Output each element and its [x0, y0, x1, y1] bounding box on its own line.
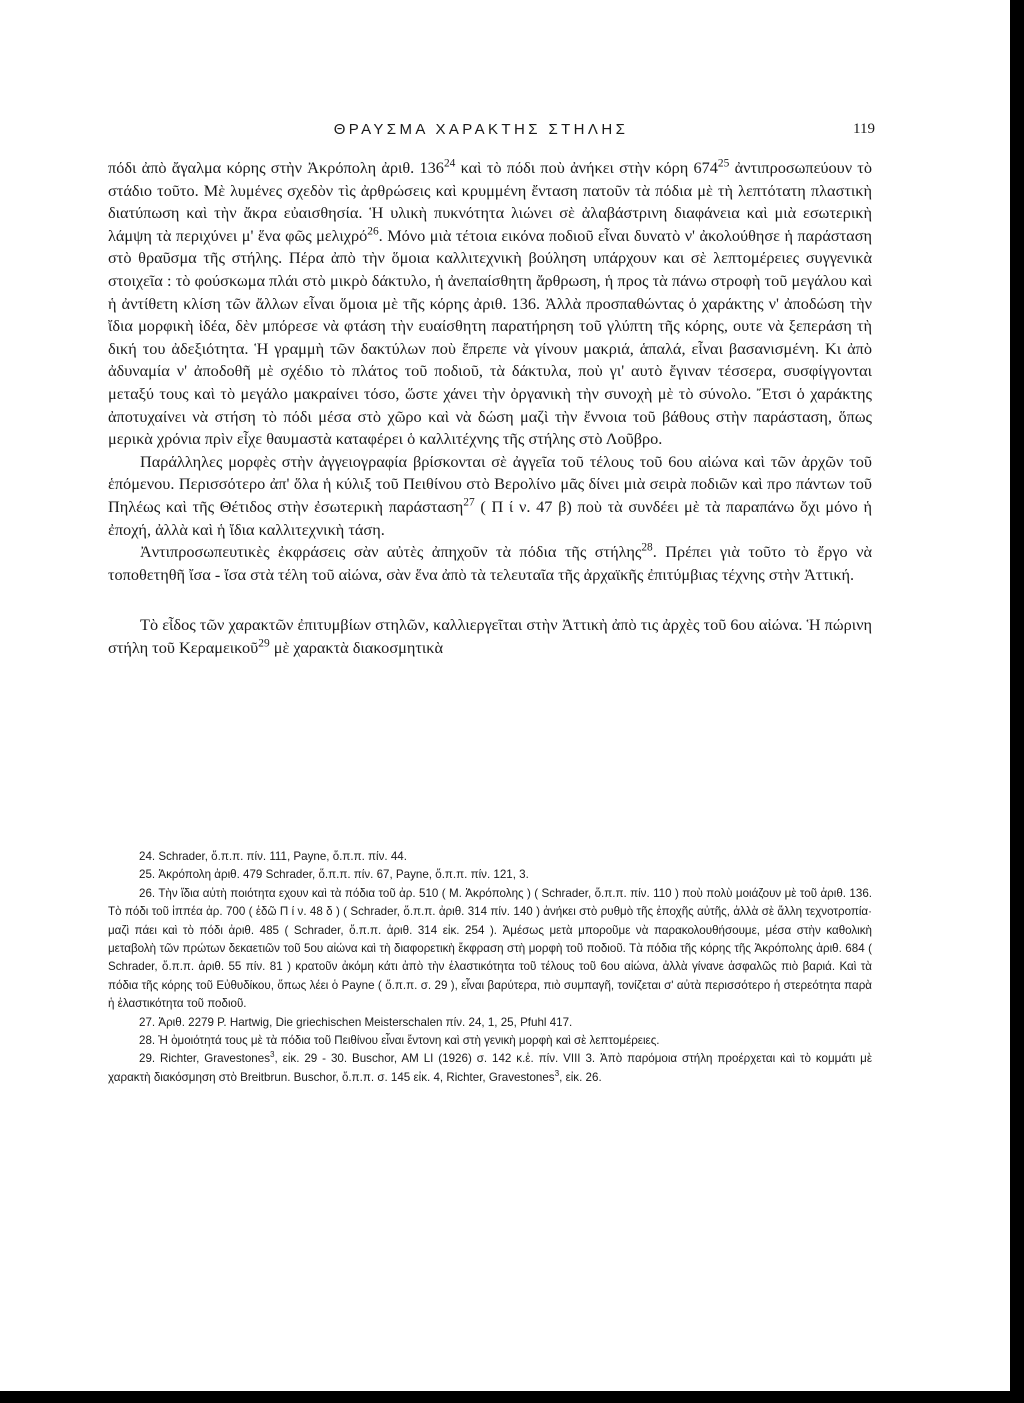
body-paragraph-2 — [108, 451, 872, 541]
text-run: 26. Τὴν ἴδια αὐτὴ ποιότητα εχουν καὶ τὰ πόδια τοῦ ἀρ. 510 ( Μ. Ἀκρόπολης ) ( Schrader, ὅ.π.π. πίν. 110 ) ποὺ πολὺ μοιάζουν μὲ τοῦ ἀριθ. 136. Τὸ πόδι τοῦ ἱππέα ἀρ. 700 ( ἐδῶ Π ί ν. 48 δ ) ( Schrader, ὅ.π.π. ἀριθ. 314 πίν. 140 ) ἀνήκει στὸ ρυθμὸ τῆς ἐποχῆς αὐτῆς, ἀλλὰ σὲ ἄλλη τεχνοτροπία· μαζὶ πάει καὶ τὸ πόδι ἀριθ. 485 ( Schrader, ὅ.π.π. ἀριθ. 314 εἰκ. 254 ). Ἀμέσως μετὰ μποροῦμε νὰ παρακολουθήσουμε, μέσα στὴν καθολικὴ μεταβολὴ τῶν πρώτων δεκαετιῶν τοῦ 5ου αἰώνα καὶ τὴ διαφορετικὴ ἔκφραση στὴ μορφὴ τοῦ ποδιοῦ. Τὰ πόδια τῆς κόρης τῆς Ἀκρόπολης ἀριθ. 684 ( Schrader, ὅ.π.π. ἀριθ. 55 πίν. 81 ) κρατοῦν ἀκόμη κάτι ἀπὸ τὴν ἐλαστικότητα τοῦ τέλους τοῦ 6ου αἰώνα, ἀλλὰ γίνανε ἀσφαλῶς πιὸ βαριά. Καὶ τὰ πόδια τῆς κόρης τοῦ Εὐθυδίκου, ὅπως λέει ὁ Payne ( ὅ.π.π. σ. 29 ), εἶναι βαρύτερα, πιὸ συμπαγῆ, τονίζεται σ' αὐτὰ περισσότερο ἡ στερεότητα παρὰ ἡ ἐλαστικότητα τοῦ ποδιοῦ. — [108, 886, 872, 1011]
text-run: . Πρέπει γιὰ τοῦτο τὸ ἔργο νὰ τοποθετηθῆ ἴσα - ἴσα στὰ τέλη τοῦ αἰώνα, σὰν ἕνα ἀπὸ τὰ τελευταῖα τῆς ἀρχαϊκῆς ἐπιτύμβιας τέχνης στὴν Ἀττική. — [108, 542, 872, 584]
text-run: Ἀντιπροσωπευτικὲς ἐκφράσεις σὰν αὐτὲς ἀπηχοῦν τὰ πόδια τῆς στήλης — [140, 542, 642, 562]
footnote-4 — [108, 1014, 872, 1032]
text-run: , εἰκ. 26. — [559, 1070, 602, 1084]
body-paragraph-3 — [108, 541, 872, 586]
footnote-ref: 28 — [641, 541, 653, 554]
body-text — [108, 157, 872, 659]
scan-edge-bottom — [0, 1391, 1024, 1403]
footnote-ref: 24 — [443, 157, 456, 170]
scan-edge-right — [1010, 0, 1024, 1403]
page-number: 119 — [853, 121, 875, 137]
footnote-1 — [108, 848, 872, 866]
footnote-ref: 3 — [554, 1069, 560, 1079]
running-title: ΘΡΑΥΣΜΑ ΧΑΡΑΚΤΗΣ ΣΤΗΛΗΣ — [333, 121, 629, 138]
footnote-5 — [108, 1032, 872, 1050]
text-run: , εἰκ. 29 - 30. Buschor, AM LI (1926) σ. 142 κ.ἑ. πίν. VIII 3. Ἀπὸ παρόμοια στήλη προέρχεται καὶ τὸ κομμάτι μὲ χαρακτὴ διακόσμηση στὸ Breitbrun. Buschor, ὅ.π.π. σ. 145 εἰκ. 4, Richter, Gravestones — [108, 1052, 872, 1084]
text-run: 29. Richter, Gravestones — [139, 1052, 270, 1066]
text-run: 27. Ἀριθ. 2279 P. Hartwig, Die griechischen Meisterschalen πίν. 24, 1, 25, Pfuhl 417. — [139, 1015, 573, 1029]
text-run: . Μόνο μιὰ τέτοια εικόνα ποδιοῦ εἶναι δυνατὸ ν' ἀκολούθησε ἡ παράσταση στὸ θραῦσμα τῆς στήλης. Πέρα ἀπὸ τὴν ὅμοια καλλιτεχνικὴ βούληση υπάρχουν και σὲ λεπτομέρειες συγγενικὰ στοιχεῖα : τὸ φούσκωμα πλάι στὸ μικρὸ δάκτυλο, ἡ ἀνεπαίσθητη ἄρθρωση, ἡ προς τὰ πάνω στροφὴ τοῦ μεγάλου καὶ ἡ ἀντίθετη κλίση τῶν ἄλλων εἶναι ὅμοια μὲ τῆς κόρης ἀριθ. 136. Ἀλλὰ προσπαθώντας ὁ χαράκτης ν' ἀποδώση τὴν ἴδια μορφικὴ ἰδέα, δὲν μπόρεσε νὰ φτάση τὴν ευαίσθητη παρατήρηση τοῦ γλύπτη τῆς κόρης, ουτε νὰ ξεπεράση τὴ δική του ἀδεξιότητα. Ἡ γραμμὴ τῶν δακτύλων ποὺ ἔπρεπε νὰ γίνουν μακριά, ἁπαλά, εἶναι βασανισμένη. Κι ἀπὸ ἀδυναμία ν' ἀποδοθῆ μὲ σχέδιο τὸ πλάτος τοῦ ποδιοῦ, τὰ δάκτυλα, ποὺ γι' αυτὸ ἔγιναν τέσσερα, συσφίγγονται μεταξύ τους καὶ τὸ μεγάλο μακραίνει τόσο, ὥστε χάνει τὴν ὀργανικὴ τὴν συνοχὴ μὲ τὸ σύνολο. Ἔτσι ὁ χαράκτης ἀποτυχαίνει νὰ στήση τὸ πόδι μέσα στὸ χῶρο καὶ νὰ δώση μαζὶ τὴν ἔννοια τοῦ βάθους στὴν παράσταση, ὅπως μερικὰ χρόνια πρὶν εἶχε θαυμαστὰ καταφέρει ὁ καλλιτέχνης τῆς στήλης στὸ Λοῦβρο. — [108, 225, 872, 449]
text-run: 25. Ἀκρόπολη ἀριθ. 479 Schrader, ὅ.π.π. πίν. 67, Payne, ὅ.π.π. πίν. 121, 3. — [139, 868, 529, 882]
text-run: ( Π ί ν. 47 β) ποὺ τὰ συνδέει μὲ τὰ παραπάνω ὄχι μόνο ἡ ἐποχή, ἀλλὰ καὶ ἡ ἴδια καλλιτεχνικὴ τάση. — [108, 496, 872, 539]
text-run: Παράλληλες μορφὲς στὴν ἀγγειογραφία βρίσκονται σὲ ἀγγεῖα τοῦ τέλους τοῦ 6ου αἰώνα καὶ τῶν ἀρχῶν τοῦ ἑπόμενου. Περισσότερο ἀπ' ὅλα ἡ κύλιξ τοῦ Πειθίνου στὸ Βερολίνο μᾶς δίνει μιὰ σειρὰ ποδιῶν καὶ προ πάντων τοῦ Πηλέως καὶ τῆς Θέτιδος στὴν ἐσωτερικὴ παράσταση — [108, 451, 872, 516]
text-run: 28. Ἡ ὁμοιότητά τους μὲ τὰ πόδια τοῦ Πειθίνου εἶναι ἔντονη καὶ στὴ γενικὴ μορφὴ καὶ σὲ λεπτομέρειες. — [139, 1034, 660, 1048]
footnote-ref: 26 — [367, 225, 379, 238]
text-run: μὲ χαρακτὰ διακοσμητικὰ — [269, 637, 443, 657]
footnote-ref: 27 — [463, 496, 475, 509]
text-run: πόδι ἀπὸ ἄγαλμα κόρης στὴν Ἀκρόπολη ἀριθ. 136 — [108, 158, 444, 177]
footnotes — [108, 848, 872, 1087]
footnote-6 — [108, 1050, 872, 1087]
text-run: ἀντιπροσωπεύουν τὸ στάδιο τοῦτο. Μὲ λυμένες σχεδὸν τὶς ἀρθρώσεις καὶ κρυμμένη ἔνταση πατοῦν τὰ πόδια μὲ τὴ λεπτότατη πλαστικὴ διατύπωση καὶ τὴν ἄκρα εὐαισθησία. Ἡ υλικὴ πυκνότητα λιώνει σὲ ἀλαβάστρινη διαφάνεια καὶ μιὰ εσωτερικὴ λάμψη τὰ περιχύνει μ' ἕνα φῶς μελιχρό — [108, 158, 872, 245]
footnote-ref: 29 — [258, 637, 270, 650]
text-run: 24. Schrader, ὅ.π.π. πίν. 111, Payne, ὅ.π.π. πίν. 44. — [139, 850, 407, 863]
text-run: Τὸ εἶδος τῶν χαρακτῶν ἐπιτυμβίων στηλῶν, καλλιεργεῖται στὴν Ἀττικὴ ἀπὸ τις ἀρχὲς τοῦ 6ου αἰώνα. Ἡ πώρινη στήλη τοῦ Κεραμεικοῦ — [108, 615, 872, 657]
footnote-ref: 25 — [717, 157, 730, 170]
text-run: καὶ τὸ πόδι ποὺ ἀνήκει στὴν κόρη 674 — [455, 158, 718, 177]
footnote-2 — [108, 866, 872, 884]
footnote-ref: 3 — [270, 1050, 275, 1060]
body-paragraph-4 — [108, 614, 872, 659]
body-paragraph-1 — [108, 157, 872, 451]
footnote-3 — [108, 885, 872, 1014]
